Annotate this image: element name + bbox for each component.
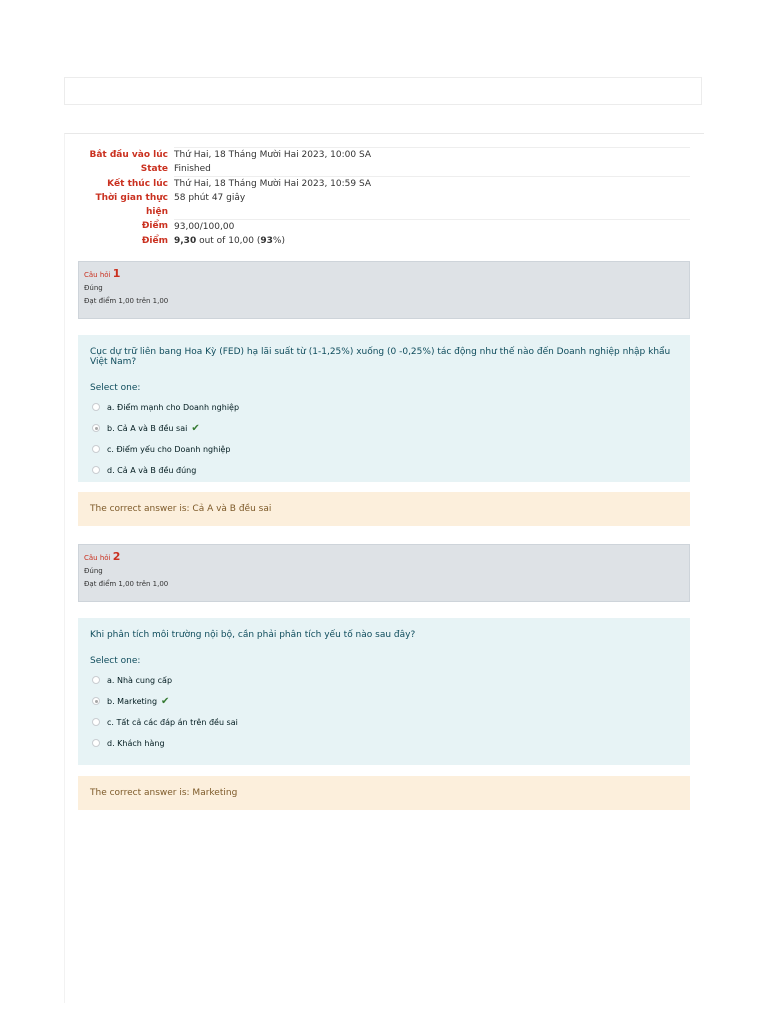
option-a[interactable] bbox=[90, 674, 678, 686]
summary-label-started: Bắt đầu vào lúc bbox=[89, 149, 168, 160]
radio-button[interactable] bbox=[92, 718, 100, 726]
summary-value-marks: 93,00/100,00 bbox=[174, 219, 690, 234]
select-one-label: Select one: bbox=[90, 656, 141, 666]
option-label: a. Nhà cung cấp bbox=[107, 675, 173, 685]
radio-button[interactable] bbox=[92, 739, 100, 747]
grade-out-of: out of 10,00 ( bbox=[196, 235, 261, 246]
select-one-label: Select one: bbox=[90, 383, 141, 393]
grade-percent-end: %) bbox=[272, 235, 285, 246]
option-b[interactable] bbox=[90, 695, 678, 707]
question-1-info bbox=[78, 261, 690, 319]
option-label: d. Cả A và B đều đúng bbox=[107, 465, 197, 475]
radio-button-selected[interactable] bbox=[92, 424, 100, 432]
question-number bbox=[84, 267, 684, 282]
question-prompt: Cục dự trữ liên bang Hoa Kỳ (FED) hạ lãi suất từ (1-1,25%) xuống (0 -0,25%) tác động như thế nào đến Doanh nghiệp nhập khẩu Việt Nam? bbox=[90, 347, 671, 367]
summary-label-grade: Điểm bbox=[141, 235, 168, 246]
summary-label-completed: Kết thúc lúc bbox=[107, 178, 168, 189]
option-d[interactable] bbox=[90, 464, 678, 476]
option-label: d. Khách hàng bbox=[107, 738, 165, 748]
summary-value-started: Thứ Hai, 18 Tháng Mười Hai 2023, 10:00 SA bbox=[174, 148, 690, 163]
answer-options bbox=[90, 401, 678, 476]
summary-value-completed: Thứ Hai, 18 Tháng Mười Hai 2023, 10:59 SA bbox=[174, 177, 690, 192]
question-number-value: 1 bbox=[112, 267, 121, 280]
option-c[interactable] bbox=[90, 443, 678, 455]
quiz-summary-table bbox=[78, 147, 690, 248]
top-navigation-bar bbox=[64, 77, 702, 105]
question-2-info bbox=[78, 544, 690, 602]
question-number bbox=[84, 550, 684, 565]
question-2-content bbox=[78, 618, 690, 765]
question-number-value: 2 bbox=[112, 550, 121, 563]
answer-options bbox=[90, 674, 678, 749]
summary-value-time-taken: 58 phút 47 giây bbox=[174, 193, 246, 203]
question-2-feedback: The correct answer is: Marketing bbox=[78, 776, 690, 810]
option-d[interactable] bbox=[90, 737, 678, 749]
summary-label-state: State bbox=[140, 164, 168, 174]
radio-button[interactable] bbox=[92, 445, 100, 453]
radio-button[interactable] bbox=[92, 676, 100, 684]
question-1-content bbox=[78, 335, 690, 482]
question-state: Đúng bbox=[84, 284, 103, 292]
grade-percent: 93 bbox=[260, 235, 273, 246]
option-label: b. Marketing bbox=[107, 696, 158, 706]
summary-label-marks: Điểm bbox=[141, 221, 168, 231]
check-icon: ✔ bbox=[161, 695, 170, 707]
question-1-feedback: The correct answer is: Cả A và B đều sai bbox=[78, 492, 690, 526]
radio-button-selected[interactable] bbox=[92, 697, 100, 705]
option-a[interactable] bbox=[90, 401, 678, 413]
check-icon: ✔ bbox=[191, 422, 200, 434]
summary-value-grade bbox=[174, 234, 690, 248]
radio-button[interactable] bbox=[92, 466, 100, 474]
question-grade: Đạt điểm 1,00 trên 1,00 bbox=[84, 297, 169, 305]
option-label: a. Điểm mạnh cho Doanh nghiệp bbox=[107, 402, 240, 412]
question-state: Đúng bbox=[84, 567, 103, 575]
option-label: c. Tất cả các đáp án trên đều sai bbox=[107, 717, 238, 727]
question-prompt: Khi phân tích môi trường nội bộ, cần phải phân tích yếu tố nào sau đây? bbox=[90, 630, 416, 640]
summary-label-time-taken: Thời gian thực hiện bbox=[95, 193, 168, 217]
question-label: Câu hỏi bbox=[84, 271, 111, 279]
summary-value-state: Finished bbox=[174, 164, 211, 174]
option-label: b. Cả A và B đều sai bbox=[107, 423, 188, 433]
option-label: c. Điểm yếu cho Doanh nghiệp bbox=[107, 444, 231, 454]
option-c[interactable] bbox=[90, 716, 678, 728]
question-label: Câu hỏi bbox=[84, 554, 111, 562]
grade-score: 9,30 bbox=[174, 235, 197, 246]
option-b[interactable] bbox=[90, 422, 678, 434]
radio-button[interactable] bbox=[92, 403, 100, 411]
question-grade: Đạt điểm 1,00 trên 1,00 bbox=[84, 580, 169, 588]
